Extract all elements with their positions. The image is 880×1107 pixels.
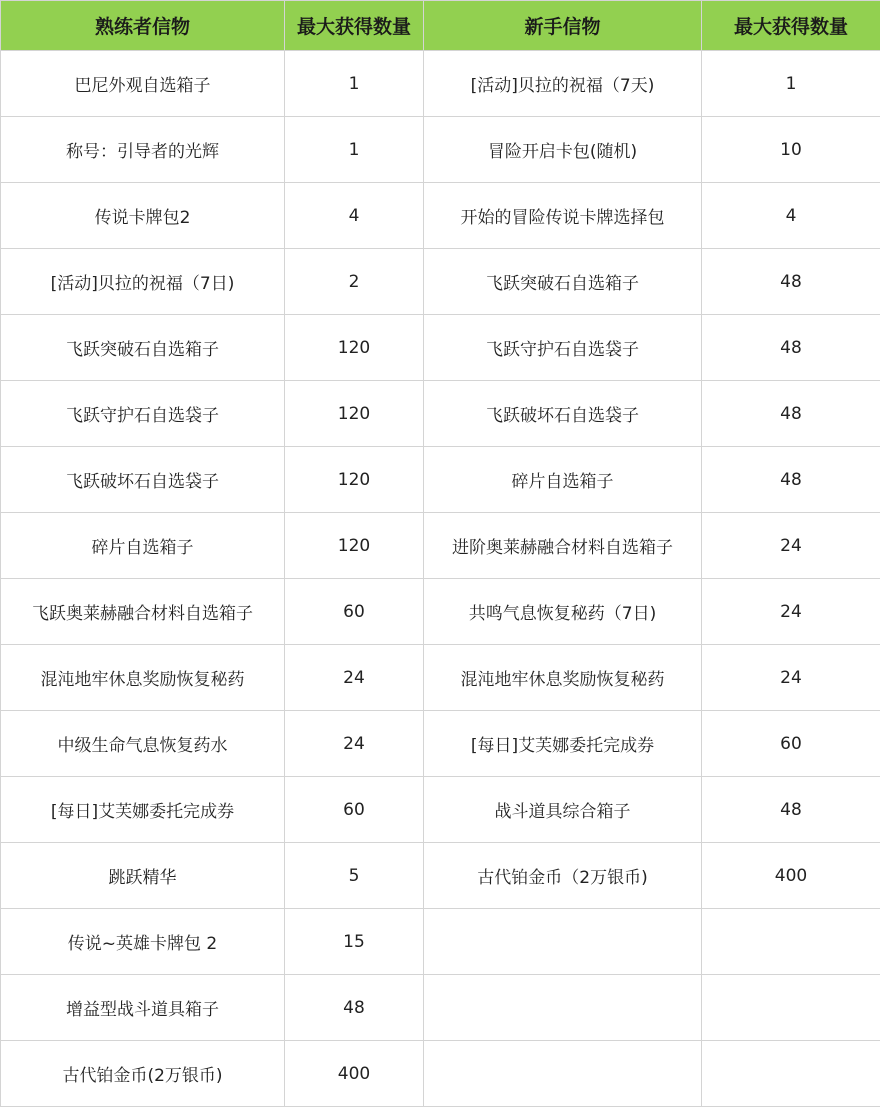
novice-max-cell: 48 — [702, 447, 880, 513]
novice-max-cell: 60 — [702, 711, 880, 777]
veteran-max-cell: 15 — [285, 909, 424, 975]
veteran-max-cell: 24 — [285, 711, 424, 777]
novice-item-cell: 战斗道具综合箱子 — [424, 777, 702, 843]
veteran-max-cell: 120 — [285, 447, 424, 513]
veteran-max-cell: 60 — [285, 579, 424, 645]
table-row — [1, 645, 880, 711]
table-row — [1, 381, 880, 447]
table-row — [1, 447, 880, 513]
novice-item-cell: 飞跃破坏石自选袋子 — [424, 381, 702, 447]
novice-item-cell: 碎片自选箱子 — [424, 447, 702, 513]
veteran-max-cell: 400 — [285, 1041, 424, 1107]
veteran-item-cell: 跳跃精华 — [1, 843, 285, 909]
table-row — [1, 1041, 880, 1107]
veteran-item-cell: 飞跃守护石自选袋子 — [1, 381, 285, 447]
veteran-max-cell: 1 — [285, 51, 424, 117]
header-veteran-max: 最大获得数量 — [285, 1, 424, 51]
novice-item-cell: 共鸣气息恢复秘药（7日) — [424, 579, 702, 645]
novice-item-cell: [每日]艾芙娜委托完成券 — [424, 711, 702, 777]
novice-max-cell: 1 — [702, 51, 880, 117]
novice-item-cell — [424, 1041, 702, 1107]
veteran-item-cell: 增益型战斗道具箱子 — [1, 975, 285, 1041]
novice-item-cell: [活动]贝拉的祝福（7天) — [424, 51, 702, 117]
veteran-max-cell: 24 — [285, 645, 424, 711]
veteran-item-cell: 碎片自选箱子 — [1, 513, 285, 579]
table-row — [1, 777, 880, 843]
table-row — [1, 51, 880, 117]
veteran-item-cell: 飞跃突破石自选箱子 — [1, 315, 285, 381]
veteran-item-cell: 飞跃奥莱赫融合材料自选箱子 — [1, 579, 285, 645]
veteran-item-cell: [活动]贝拉的祝福（7日) — [1, 249, 285, 315]
veteran-item-cell: 中级生命气息恢复药水 — [1, 711, 285, 777]
table-row — [1, 183, 880, 249]
table-row — [1, 843, 880, 909]
novice-max-cell: 48 — [702, 315, 880, 381]
veteran-max-cell: 120 — [285, 513, 424, 579]
novice-max-cell: 48 — [702, 777, 880, 843]
novice-max-cell: 48 — [702, 249, 880, 315]
veteran-max-cell: 60 — [285, 777, 424, 843]
novice-max-cell — [702, 975, 880, 1041]
novice-item-cell: 飞跃突破石自选箱子 — [424, 249, 702, 315]
header-novice-max: 最大获得数量 — [702, 1, 880, 51]
novice-item-cell: 开始的冒险传说卡牌选择包 — [424, 183, 702, 249]
novice-item-cell: 飞跃守护石自选袋子 — [424, 315, 702, 381]
table-row — [1, 117, 880, 183]
veteran-max-cell: 120 — [285, 381, 424, 447]
veteran-item-cell: 古代铂金币(2万银币) — [1, 1041, 285, 1107]
table-row — [1, 513, 880, 579]
novice-max-cell: 24 — [702, 513, 880, 579]
header-row — [1, 1, 880, 51]
veteran-item-cell: [每日]艾芙娜委托完成券 — [1, 777, 285, 843]
header-novice-item: 新手信物 — [424, 1, 702, 51]
header-veteran-item: 熟练者信物 — [1, 1, 285, 51]
veteran-max-cell: 120 — [285, 315, 424, 381]
veteran-item-cell: 传说~英雄卡牌包 2 — [1, 909, 285, 975]
table-row — [1, 315, 880, 381]
table-row — [1, 975, 880, 1041]
veteran-item-cell: 巴尼外观自选箱子 — [1, 51, 285, 117]
novice-max-cell — [702, 1041, 880, 1107]
veteran-max-cell: 1 — [285, 117, 424, 183]
novice-item-cell — [424, 975, 702, 1041]
table-row — [1, 711, 880, 777]
veteran-item-cell: 称号：引导者的光辉 — [1, 117, 285, 183]
novice-item-cell: 进阶奥莱赫融合材料自选箱子 — [424, 513, 702, 579]
novice-max-cell — [702, 909, 880, 975]
novice-max-cell: 10 — [702, 117, 880, 183]
novice-max-cell: 400 — [702, 843, 880, 909]
novice-item-cell: 冒险开启卡包(随机) — [424, 117, 702, 183]
table-row — [1, 909, 880, 975]
veteran-item-cell: 飞跃破坏石自选袋子 — [1, 447, 285, 513]
table-row — [1, 249, 880, 315]
novice-item-cell — [424, 909, 702, 975]
table-row — [1, 579, 880, 645]
novice-max-cell: 48 — [702, 381, 880, 447]
novice-max-cell: 24 — [702, 579, 880, 645]
veteran-max-cell: 4 — [285, 183, 424, 249]
novice-max-cell: 4 — [702, 183, 880, 249]
veteran-max-cell: 5 — [285, 843, 424, 909]
veteran-max-cell: 2 — [285, 249, 424, 315]
novice-item-cell: 古代铂金币（2万银币) — [424, 843, 702, 909]
novice-item-cell: 混沌地牢休息奖励恢复秘药 — [424, 645, 702, 711]
novice-max-cell: 24 — [702, 645, 880, 711]
veteran-item-cell: 传说卡牌包2 — [1, 183, 285, 249]
veteran-max-cell: 48 — [285, 975, 424, 1041]
veteran-item-cell: 混沌地牢休息奖励恢复秘药 — [1, 645, 285, 711]
